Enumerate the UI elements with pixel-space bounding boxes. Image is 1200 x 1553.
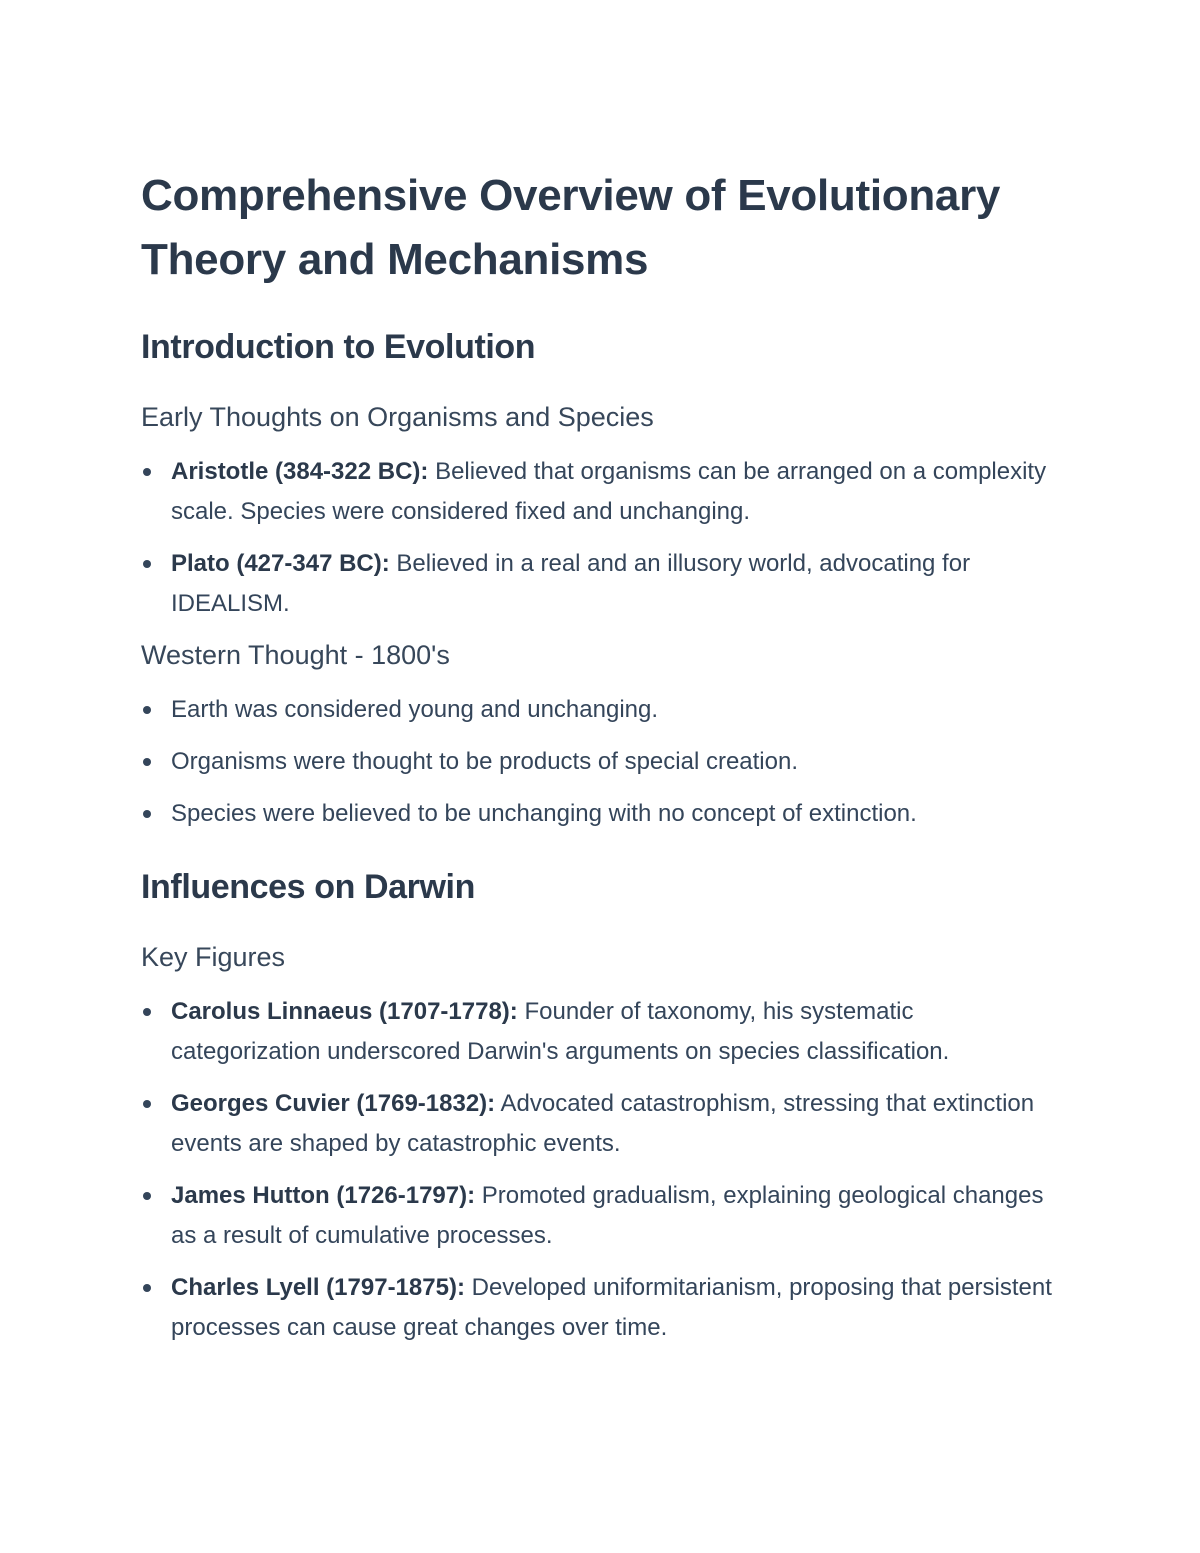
section-heading-influences: Influences on Darwin (141, 868, 475, 906)
list-item (141, 690, 1061, 730)
section-heading-introduction: Introduction to Evolution (141, 328, 536, 366)
list-item-text: Advocated catastrophism, stressing that extinction events are shaped by catastrophic events. (171, 1090, 1035, 1157)
document-title: Comprehensive Overview of Evolutionary Theory and Mechanisms (141, 171, 1001, 284)
list-item-term: Plato (427-347 BC): (171, 550, 390, 577)
list-item (141, 794, 1061, 834)
list-item-text: Believed in a real and an illusory world, advocating for IDEALISM. (171, 550, 971, 617)
list-item-term: Charles Lyell (1797-1875): (171, 1274, 465, 1301)
bullet-icon (143, 560, 151, 568)
bullet-icon (143, 468, 151, 476)
list-item-text: Species were believed to be unchanging with no concept of extinction. (171, 800, 917, 827)
list-item-term: Carolus Linnaeus (1707-1778): (171, 998, 518, 1025)
list-item (141, 1176, 1061, 1256)
list-item-text: Developed uniformitarianism, proposing that persistent processes can cause great changes over time. (171, 1274, 1052, 1341)
list-item-text: Promoted gradualism, explaining geological changes as a result of cumulative processes. (171, 1182, 1044, 1249)
list-item-term: Aristotle (384-322 BC): (171, 458, 429, 485)
list-item (141, 1268, 1061, 1348)
list-item-term: James Hutton (1726-1797): (171, 1182, 476, 1209)
subsection-heading-key-figures: Key Figures (141, 942, 286, 972)
subsection-heading-early-thoughts: Early Thoughts on Organisms and Species (141, 402, 654, 432)
list-item-text: Founder of taxonomy, his systematic categorization underscored Darwin's arguments on species classification. (171, 998, 950, 1065)
bullet-icon (143, 1008, 151, 1016)
list-item (141, 1084, 1061, 1164)
bullet-icon (143, 706, 151, 714)
bullet-icon (143, 758, 151, 766)
bullet-icon (143, 810, 151, 818)
list-item-text: Earth was considered young and unchanging. (171, 696, 659, 723)
key-figures-list (141, 992, 1061, 1348)
bullet-icon (143, 1100, 151, 1108)
bullet-icon (143, 1284, 151, 1292)
document-page (141, 164, 1061, 1360)
list-item (141, 544, 1061, 624)
list-item-text: Believed that organisms can be arranged on a complexity scale. Species were considered fixed and unchanging. (171, 458, 1047, 525)
list-item (141, 742, 1061, 782)
early-thoughts-list (141, 452, 1061, 624)
list-item (141, 992, 1061, 1072)
list-item-term: Georges Cuvier (1769-1832): (171, 1090, 496, 1117)
list-item (141, 452, 1061, 532)
bullet-icon (143, 1192, 151, 1200)
subsection-heading-western-thought: Western Thought - 1800's (141, 640, 450, 670)
list-item-text: Organisms were thought to be products of special creation. (171, 748, 798, 775)
western-thought-list (141, 690, 1061, 834)
